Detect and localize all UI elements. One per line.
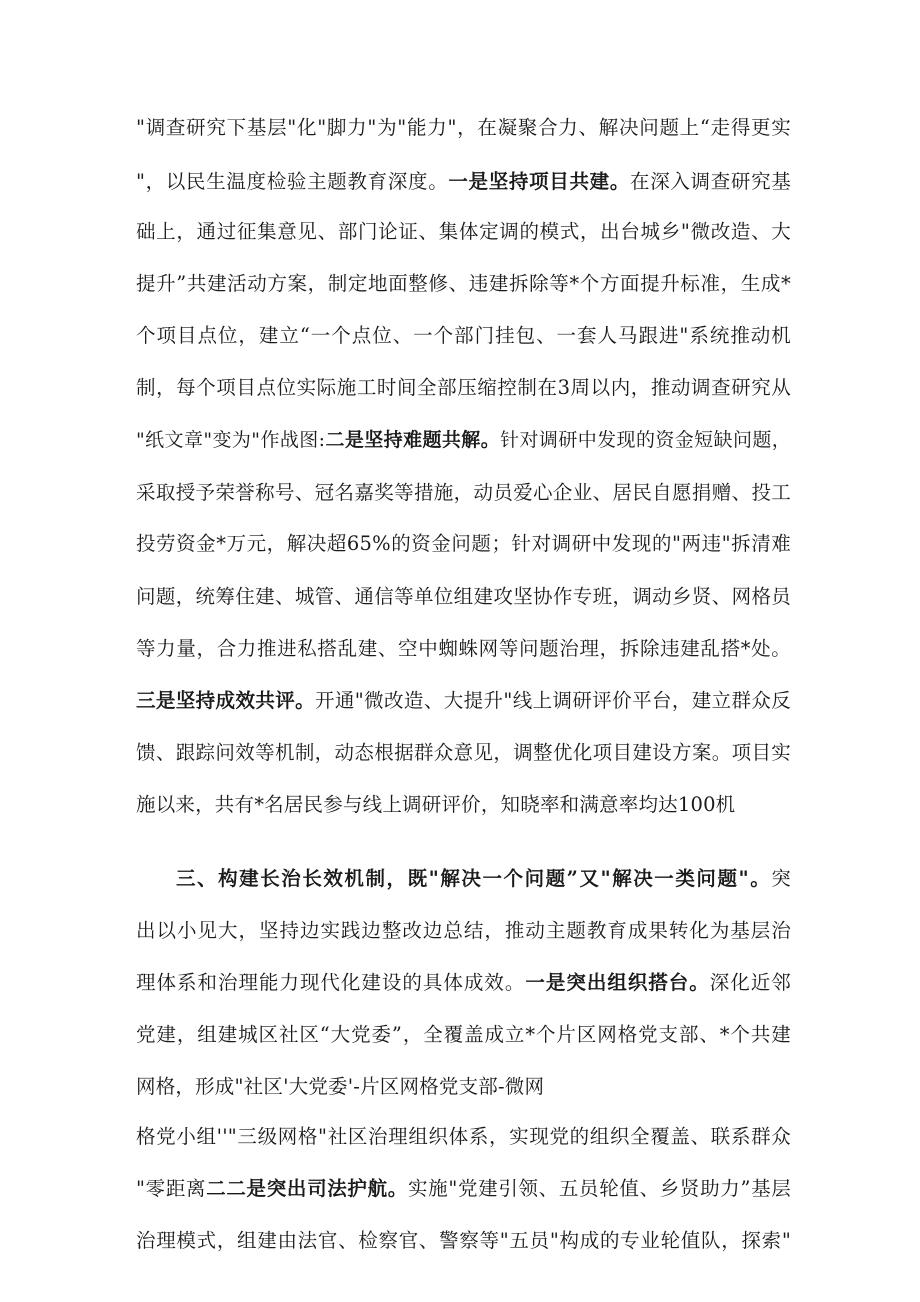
text-segment: 提升”共建活动方案，制定地面整修、违建拆除等*个方面提升标准，生成*	[136, 272, 791, 295]
text-line	[136, 740, 791, 766]
text-line	[136, 1124, 791, 1150]
text-segment: 采取授予荣誉称号、冠名嘉奖等措施，动员爱心企业、居民自愿捐赠、投工	[136, 481, 791, 504]
text-segment: 制，每个项目点位实际施工时间全部压缩控制在3周以内，推动调查研究从	[136, 376, 791, 399]
bold-text-segment: 一是突出组织搭台。	[525, 971, 710, 994]
text-line	[136, 1074, 791, 1100]
text-line	[136, 792, 791, 818]
text-segment: 础上，通过征集意见、部门论证、集体定调的模式，出台城乡"微改造、大	[136, 220, 791, 243]
text-line	[136, 688, 791, 714]
bold-text-segment: 三、构建长治长效机制，既"解决一个问题”又"解决一类问题"。	[176, 867, 772, 890]
text-segment: "零距离	[136, 1177, 207, 1200]
text-line	[136, 271, 791, 297]
text-segment: 深化近邻	[709, 971, 791, 994]
text-line	[136, 323, 791, 349]
text-segment: "纸文章"变为"作战图:	[136, 429, 326, 451]
text-line	[136, 480, 791, 506]
text-segment: 突	[771, 867, 791, 890]
text-line	[136, 918, 791, 944]
text-line	[176, 866, 791, 892]
text-line	[136, 1176, 791, 1202]
text-segment: 个项目点位，建立“一个点位、一个部门挂包、一套人马跟进"系统推动机	[136, 324, 791, 347]
text-segment: 施以来，共有*名居民参与线上调研评价，知晓率和满意率均达100机	[136, 793, 736, 816]
text-segment: 网格，形成"社区'大党委'-片区网格党支部-微网	[136, 1075, 545, 1098]
text-line	[136, 1228, 791, 1254]
text-line	[136, 584, 791, 610]
text-line	[136, 970, 791, 996]
text-line	[136, 375, 791, 401]
text-segment: 等力量，合力推进私搭乱建、空中蜘蛛网等问题治理，拆除违建乱搭*处。	[136, 637, 791, 660]
text-segment: 实施"党建引领、五员轮值、乡贤助力”基层	[407, 1177, 791, 1200]
text-line	[136, 636, 791, 662]
text-line	[136, 169, 791, 195]
text-segment: 在深入调查研究基	[630, 170, 791, 193]
text-segment: 馈、跟踪问效等机制，动态根据群众意见，调整优化项目建设方案。项目实	[136, 741, 791, 764]
text-line	[136, 1022, 791, 1048]
text-segment: "，以民生温度检验主题教育深度。	[136, 170, 449, 193]
text-segment: "调查研究下基层"化"脚力"为"能力"，在凝聚合力、解决问题上“走得更实	[136, 116, 791, 139]
text-segment: 理体系和治理能力现代化建设的具体成效。	[136, 971, 526, 994]
text-segment: 治理模式，组建由法官、检察官、警察等"五员"构成的专业轮值队，探索"	[136, 1229, 791, 1252]
text-segment: 针对调研中发现的资金短缺问题，	[500, 429, 791, 451]
text-segment: 格党小组''"三级网格"社区治理组织体系，实现党的组织全覆盖、联系群众	[136, 1125, 791, 1148]
text-segment: 党建，组建城区社区“大党委”，全覆盖成立*个片区网格党支部、*个共建	[136, 1023, 791, 1046]
bold-text-segment: 一是坚持项目共建。	[448, 170, 631, 193]
text-segment: 开通"微改造、大提升"线上调研评价平台，建立群众反	[315, 689, 791, 712]
text-line	[136, 115, 791, 141]
text-line	[136, 219, 791, 245]
text-segment: 问题，统筹住建、城管、通信等单位组建攻坚协作专班，调动乡贤、网格员	[136, 585, 791, 608]
text-segment: 投劳资金*万元，解决超65%的资金问题；针对调研中发现的"两违"拆清难	[136, 532, 791, 555]
bold-text-segment: 二二是突出司法护航。	[206, 1177, 408, 1200]
bold-text-segment: 二是坚持难题共解。	[325, 429, 501, 451]
bold-text-segment: 三是坚持成效共评。	[136, 689, 316, 712]
text-line	[136, 427, 791, 453]
text-line	[136, 531, 791, 557]
text-segment: 出以小见大，坚持边实践边整改边总结，推动主题教育成果转化为基层治	[136, 919, 791, 942]
